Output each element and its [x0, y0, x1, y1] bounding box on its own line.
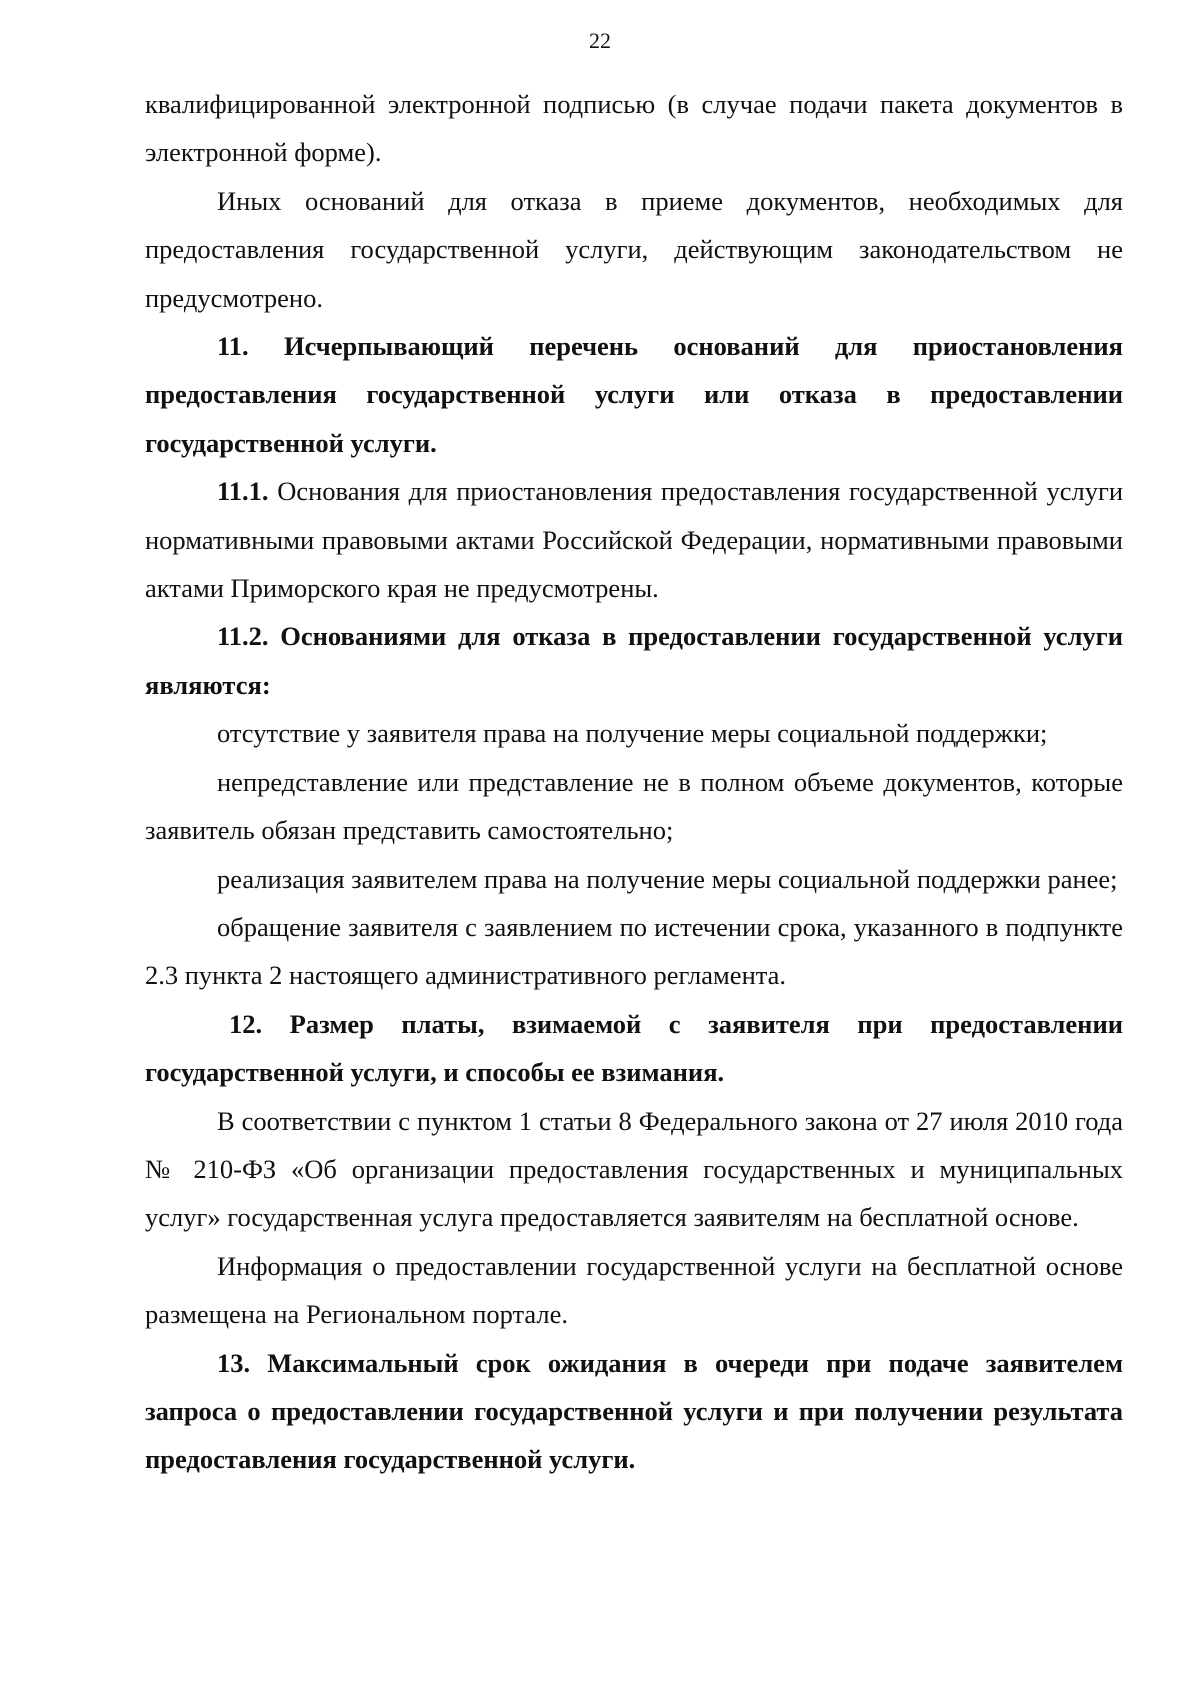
paragraph-fee-info: Информация о предоставлении государственной услуги на бесплатной основе размещена на Региональном портале. — [145, 1250, 1123, 1330]
paragraph-fee-basis: В соответствии с пунктом 1 статьи 8 Федерального закона от 27 июля 2010 года № 210-ФЗ «Об организации предоставления государственных и муниципальных услуг» государственная услуга предоставляется заявителям на бесплатной основе. — [145, 1105, 1123, 1233]
section-heading-11: 11. Исчерпывающий перечень оснований для приостановления предоставления государственной услуги или отказа в предоставлении государственной услуги. — [145, 331, 1123, 458]
list-item-refusal-ground-2: непредставление или представление не в полном объеме документов, которые заявитель обязан представить самостоятельно; — [145, 766, 1123, 846]
document-body — [145, 80, 1123, 1484]
section-heading-12: 12. Размер платы, взимаемой с заявителя при предоставлении государственной услуги, и способы ее взимания. — [145, 1008, 1123, 1088]
list-item-refusal-ground-4: обращение заявителя с заявлением по истечении срока, указанного в подпункте 2.3 пункта 2 настоящего административного регламента. — [145, 911, 1123, 991]
section-heading-11-2: 11.2. Основаниями для отказа в предоставлении государственной услуги являются: — [145, 621, 1123, 700]
section-heading-13: 13. Максимальный срок ожидания в очереди при подаче заявителем запроса о предоставлении государственной услуги и при получении результата предоставления государственной услуги. — [145, 1347, 1123, 1475]
paragraph-continuation: квалифицированной электронной подписью (в случае подачи пакета документов в электронной форме). — [145, 89, 1123, 168]
paragraph-11-1-text: Основания для приостановления предоставления государственной услуги нормативными правовыми актами Российской Федерации, нормативными правовыми актами Приморского края не предусмотрены. — [145, 476, 1123, 604]
paragraph-no-other-grounds: Иных оснований для отказа в приеме документов, необходимых для предоставления государственной услуги, действующим законодательством не предусмотрено. — [145, 185, 1123, 313]
page-number: 22 — [589, 28, 611, 53]
list-item-refusal-ground-1: отсутствие у заявителя права на получение меры социальной поддержки; — [217, 718, 1048, 749]
list-item-refusal-ground-3: реализация заявителем права на получение меры социальной поддержки ранее; — [217, 863, 1118, 894]
paragraph-11-1 — [145, 467, 1123, 612]
paragraph-11-1-number: 11.1. — [217, 476, 269, 507]
